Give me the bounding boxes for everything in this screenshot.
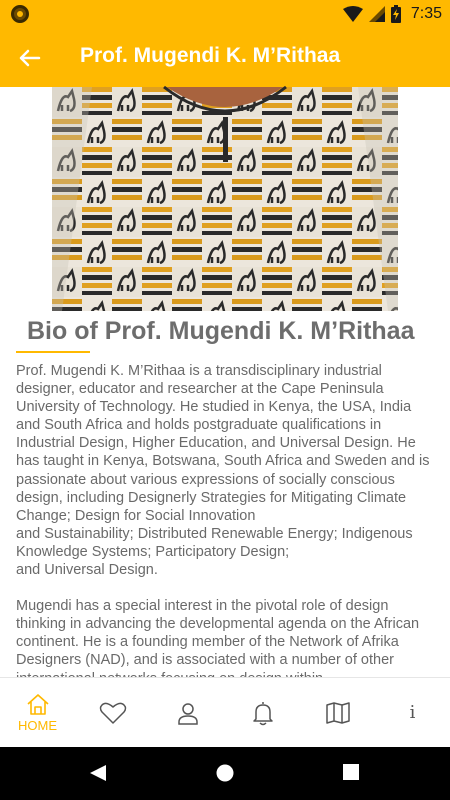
profile-photo: [52, 87, 398, 311]
nav-notifications[interactable]: [225, 678, 300, 747]
bio-paragraph: Mugendi has a special interest in the pivotal role of design thinking in advancing the developmental agenda on the African continent. He is a founding member of the Network of Afrika Designers (NAD), and is associated with a number of other: [16, 598, 420, 669]
nav-favorites[interactable]: [75, 678, 150, 747]
nav-profile[interactable]: [150, 678, 225, 747]
status-icons: [343, 4, 442, 24]
back-triangle-icon[interactable]: [89, 764, 107, 782]
status-time: 7:35: [410, 5, 442, 22]
person-icon: [176, 701, 200, 725]
nav-map[interactable]: [300, 678, 375, 747]
battery-charging-icon: [391, 5, 401, 23]
wifi-icon: [343, 6, 363, 22]
signal-icon: [369, 6, 385, 22]
content-scroll[interactable]: [0, 87, 450, 677]
info-icon: i: [409, 702, 416, 723]
nav-info[interactable]: [375, 678, 450, 747]
page-title: Prof. Mugendi K. M’Rithaa: [80, 44, 341, 67]
app-bar: [0, 28, 450, 87]
heart-icon: [99, 701, 127, 725]
nav-home-label: HOME: [18, 718, 57, 733]
home-circle-icon[interactable]: [216, 764, 234, 782]
home-icon: [25, 692, 51, 716]
status-bar: [0, 0, 450, 28]
bell-icon: [251, 700, 275, 726]
heading-underline: [16, 351, 90, 353]
system-nav-bar: [0, 747, 450, 800]
arrow-left-icon: [19, 49, 41, 67]
bio-heading: Bio of Prof. Mugendi K. M’Rithaa: [27, 317, 415, 345]
bio-paragraph: Prof. Mugendi K. M’Rithaa is a transdisciplinary industrial designer, educator and researcher at the Cape Peninsula University of Technology. He studied in Kenya, the USA, India and South Africa and holds postgraduate qualifications in Industrial Design, Higher Education, and Universal Design. He has taught in Kenya, Botswana, South Africa and Sweden and is passionate about various expressions of socially conscious design, including Designerly Strategies for Mitigating Climate Change; Design for Social Innovation and Sustainability; Distributed Renewable Energy; Indigenous Knowledge Systems; Participatory Design; and Universal Design.: [16, 363, 430, 579]
recents-square-icon[interactable]: [343, 764, 359, 780]
nav-home[interactable]: [0, 678, 75, 747]
bottom-nav: [0, 677, 450, 747]
map-icon: [325, 701, 351, 725]
notification-icon: [11, 5, 29, 23]
back-button[interactable]: [12, 40, 48, 76]
bio-text: [16, 362, 436, 706]
